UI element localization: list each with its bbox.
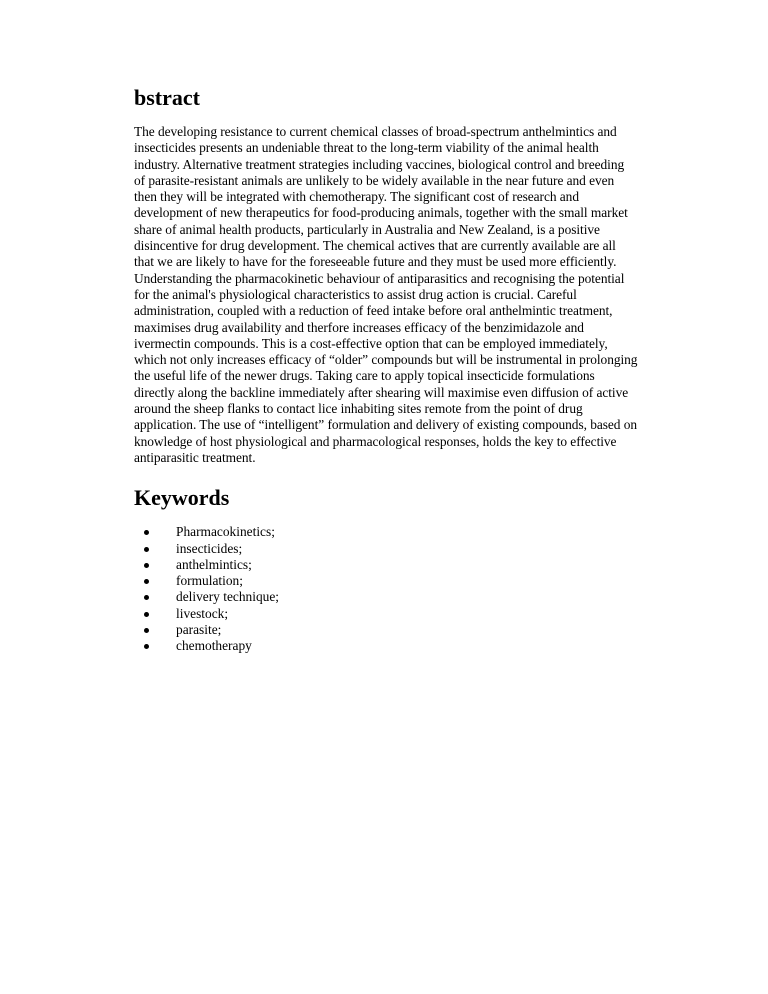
keyword-text: insecticides; (176, 540, 243, 556)
bullet-icon (144, 595, 149, 600)
bullet-icon (144, 644, 149, 649)
keyword-item (134, 622, 638, 638)
keyword-text: Pharmacokinetics; (176, 524, 275, 540)
keyword-text: formulation; (176, 573, 243, 589)
keyword-text: anthelmintics; (176, 556, 252, 572)
keyword-text: chemotherapy (176, 638, 252, 654)
keyword-item (134, 589, 638, 605)
bullet-icon (144, 530, 149, 535)
keyword-item (134, 557, 638, 573)
keywords-heading: Keywords (134, 485, 230, 511)
bullet-icon (144, 563, 149, 568)
bullet-icon (144, 612, 149, 617)
document-page (134, 84, 638, 655)
keyword-item (134, 606, 638, 622)
bullet-icon (144, 547, 149, 552)
keyword-item (134, 638, 638, 654)
keyword-list (134, 524, 638, 654)
bullet-icon (144, 579, 149, 584)
keyword-item (134, 524, 638, 540)
abstract-text: The developing resistance to current chemical classes of broad-spectrum anthelmintics and insecticides presents an undeniable threat to the long-term viability of the animal health industry. Alternative treatment strategies including vaccines, biological control and breeding of parasite-resistant animals are unlikely to be widely available in the near future and even then they will be integrated with chemotherapy. The significant cost of research and development of new therapeutics for food-producing animals, together with the small market share of animal health products, particularly in Australia and New Zealand, is a positive disincentive for drug development. The chemical actives that are currently available are all that we are likely to have for the foreseeable future and they must be used more efficiently. Understanding the pharmacokinetic behaviour of antiparasitics and recognising the potential for the animal's physiological characteristics to assist drug action is crucial. Careful administration, coupled with a reduction of feed intake before oral anthelmintic treatment, maximises drug availability and therfore increases efficacy of the benzimidazole and ivermectin compounds. This is a cost-effective option that can be employed immediately, which not only increases efficacy of “older” compounds but will be instrumental in prolonging the useful life of the newer drugs. Taking care to apply topical insecticide formulations directly along the backline immediately after shearing will maximise even diffusion of active around the sheep flanks to contact lice inhabiting sites remote from the point of drug application. The use of “intelligent” formulation and delivery of existing compounds, based on knowledge of host physiological and pharmacological responses, holds the key to effective antiparasitic treatment. (134, 124, 638, 465)
abstract-heading: bstract (134, 85, 200, 110)
keyword-text: delivery technique; (176, 589, 279, 605)
keyword-item (134, 573, 638, 589)
keyword-text: parasite; (176, 622, 222, 638)
keyword-item (134, 541, 638, 557)
bullet-icon (144, 628, 149, 633)
keyword-text: livestock; (176, 605, 229, 621)
